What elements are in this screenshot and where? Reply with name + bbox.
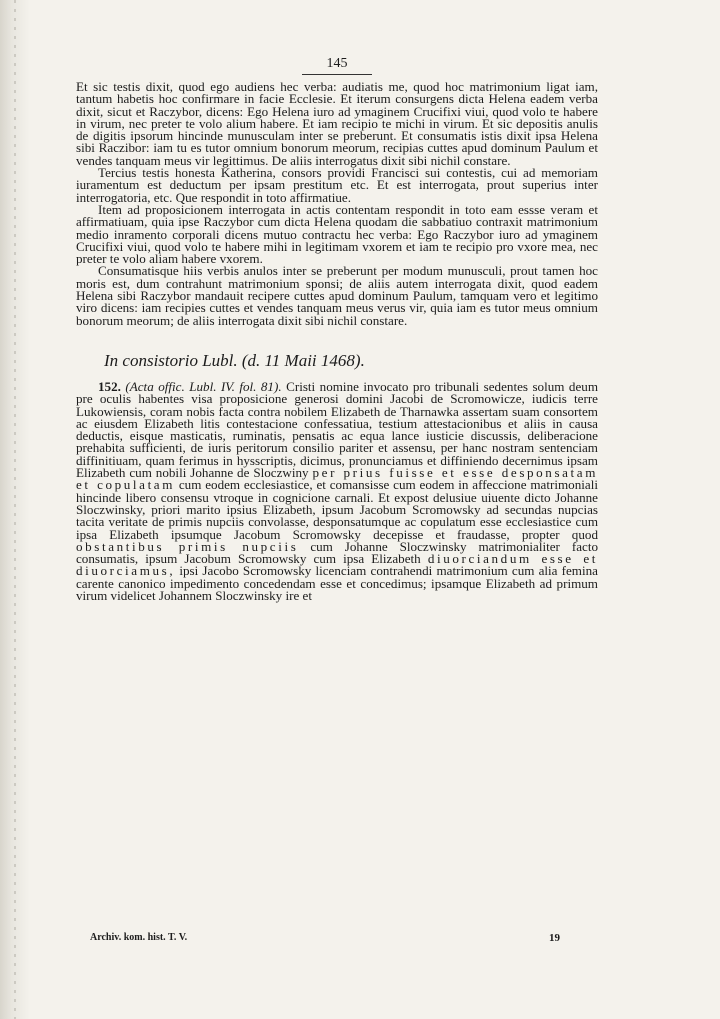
entry-text-1: Cristi nomine invocato pro tribunali sedentes solum deum pre oculis habentes visa proposicione generosi domini Jacobi de Scromowicze, iudicis terre Lukowiensis, coram nobis facta contra nobilem Elizabeth de Tharnawka assertam suam consortem ac eiusdem Elizabeth litis contestacione confessatiua, testium attestacionibus et aliis in causa deductis, eisque masticatis, ruminatis, pensatis ac equa lance iusticie discussis, deliberacione prehabita sufficienti, de iuris peritorum consilio pariter et assensu, per hanc nostram sentenciam diffinitiuam, quam ferimus in hysscriptis, dicimus, pronunciamus et diffiniendo decernimus ipsam Elizabeth cum nobili Johanne de Sloczwiny	[76, 378, 599, 481]
entry-text-4: ipsi Jacobo Scromowsky licenciam contrahendi matrimonium cum alia femina carente canonico impedimento concedendam esse et concedimus; ipsamque Elizabeth ad primum virum videlicet Johannem Sloczwinsky ire et	[76, 563, 598, 603]
paragraph-2: Tercius testis honesta Katherina, consors providi Francisci sui contestis, cui ad memoriam iuramentum est deductum per ipsam prestitum etc. Et est interrogata, prout superius inter interrogatoria, etc. Que respondit in toto affirmatiue.	[76, 165, 598, 205]
entry-152	[76, 378, 599, 603]
entry-text-3: cum Johanne Sloczwinsky matrimonialiter facto consumatis, ipsum Jacobum Scromowsky cum ipsa Elizabeth	[76, 538, 599, 567]
entry-source: (Acta offic. Lubl. IV. fol. 81).	[125, 378, 282, 394]
binding-gutter	[0, 0, 30, 1019]
entry-number: 152.	[98, 378, 121, 394]
paragraph-3: Item ad proposicionem interrogata in actis contentam respondit in toto eam essse veram et affirmatiuam, quia ipse Raczybor cum dicta Helena quodam die sabbatiuo contraxit matrimonium medio inramento corporali dicens mutuo contractu hec verba: Ego Raczybor iuro ad ymaginem Crucifixi viui, quod volo te habere mihi in legitimam vxorem et iam te recipio pro vxore mea, nec preter te volo aliam habere vxorem.	[76, 201, 598, 267]
paragraph-1: Et sic testis dixit, quod ego audiens hec verba: audiatis me, quod hoc matrimonium ligat iam, tantum habetis hoc confirmare in facie Ecclesie. Et iterum consurgens dicta Helena eadem verba dixit, sicut et Raczybor, dicens: Ego Helena iuro ad ymaginem Crucifixi viui, quod volo te habere in virum, nec preter te volo alium habere. Et iam recipio te michi in virum. Et sic depositis anulis de digitis ipsorum hincinde munusculam inter se preberunt. Et consumatis istis dixit ipsa Helena sibi Raczibor: iam tu es tutor omnium bonorum meorum, recipias cuttes apud dominum Paulum et vendes tanquam meus vir legittimus. De aliis interrogatus dixit sibi nichil constare.	[76, 79, 598, 168]
footer-source: Archiv. kom. hist. T. V.	[90, 932, 188, 943]
entry-text-2: cum eodem ecclesiastice, et comansisse cum eodem in affeccione matrimoniali hincinde libero consensu vtroque in cognicione carnali. Et expost delusiue uiuente dicto Johanne Sloczwinsky, priori marito ipsius Elizabeth, ipsum Jacobum Scromowsky ad secundas nupcias tacita veritate de primis nupciis convolasse, desponsatumque ac copulatum esse ecclesiastice cum ipsa Elizabeth ipsumque Jacobum Scromowsky decepisse et fraudasse, propter quod	[76, 477, 598, 542]
page-footer	[90, 932, 560, 943]
page-body	[76, 56, 598, 602]
entry-spaced-1: per prius fuisse et esse desponsatam et copulatam	[76, 465, 598, 493]
page-number: 145	[76, 56, 598, 75]
section-heading: In consistorio Lubl. (d. 11 Maii 1468).	[104, 350, 365, 370]
entry-spaced-2: obstantibus primis nupciis	[76, 538, 299, 554]
entry-spaced-3: diuorciandum esse et diuorciamus,	[76, 551, 598, 579]
sheet-signature: 19	[549, 932, 560, 944]
paragraph-4: Consumatisque hiis verbis anulos inter se preberunt per modum munusculi, prout tamen hoc moris est, dum contrahunt matrimonium sponsi; de aliis autem interrogata dixit, quod eadem Helena sibi Raczybor mandauit recipere cuttes apud dominum Paulum, tamquam vero et legitimo viro dicens: iam recipies cuttes et vendes tanquam meus verus vir, quia iam es tutor meus omnium bonorum meorum; de aliis interrogata dixit sibi nichil constare.	[76, 263, 598, 328]
